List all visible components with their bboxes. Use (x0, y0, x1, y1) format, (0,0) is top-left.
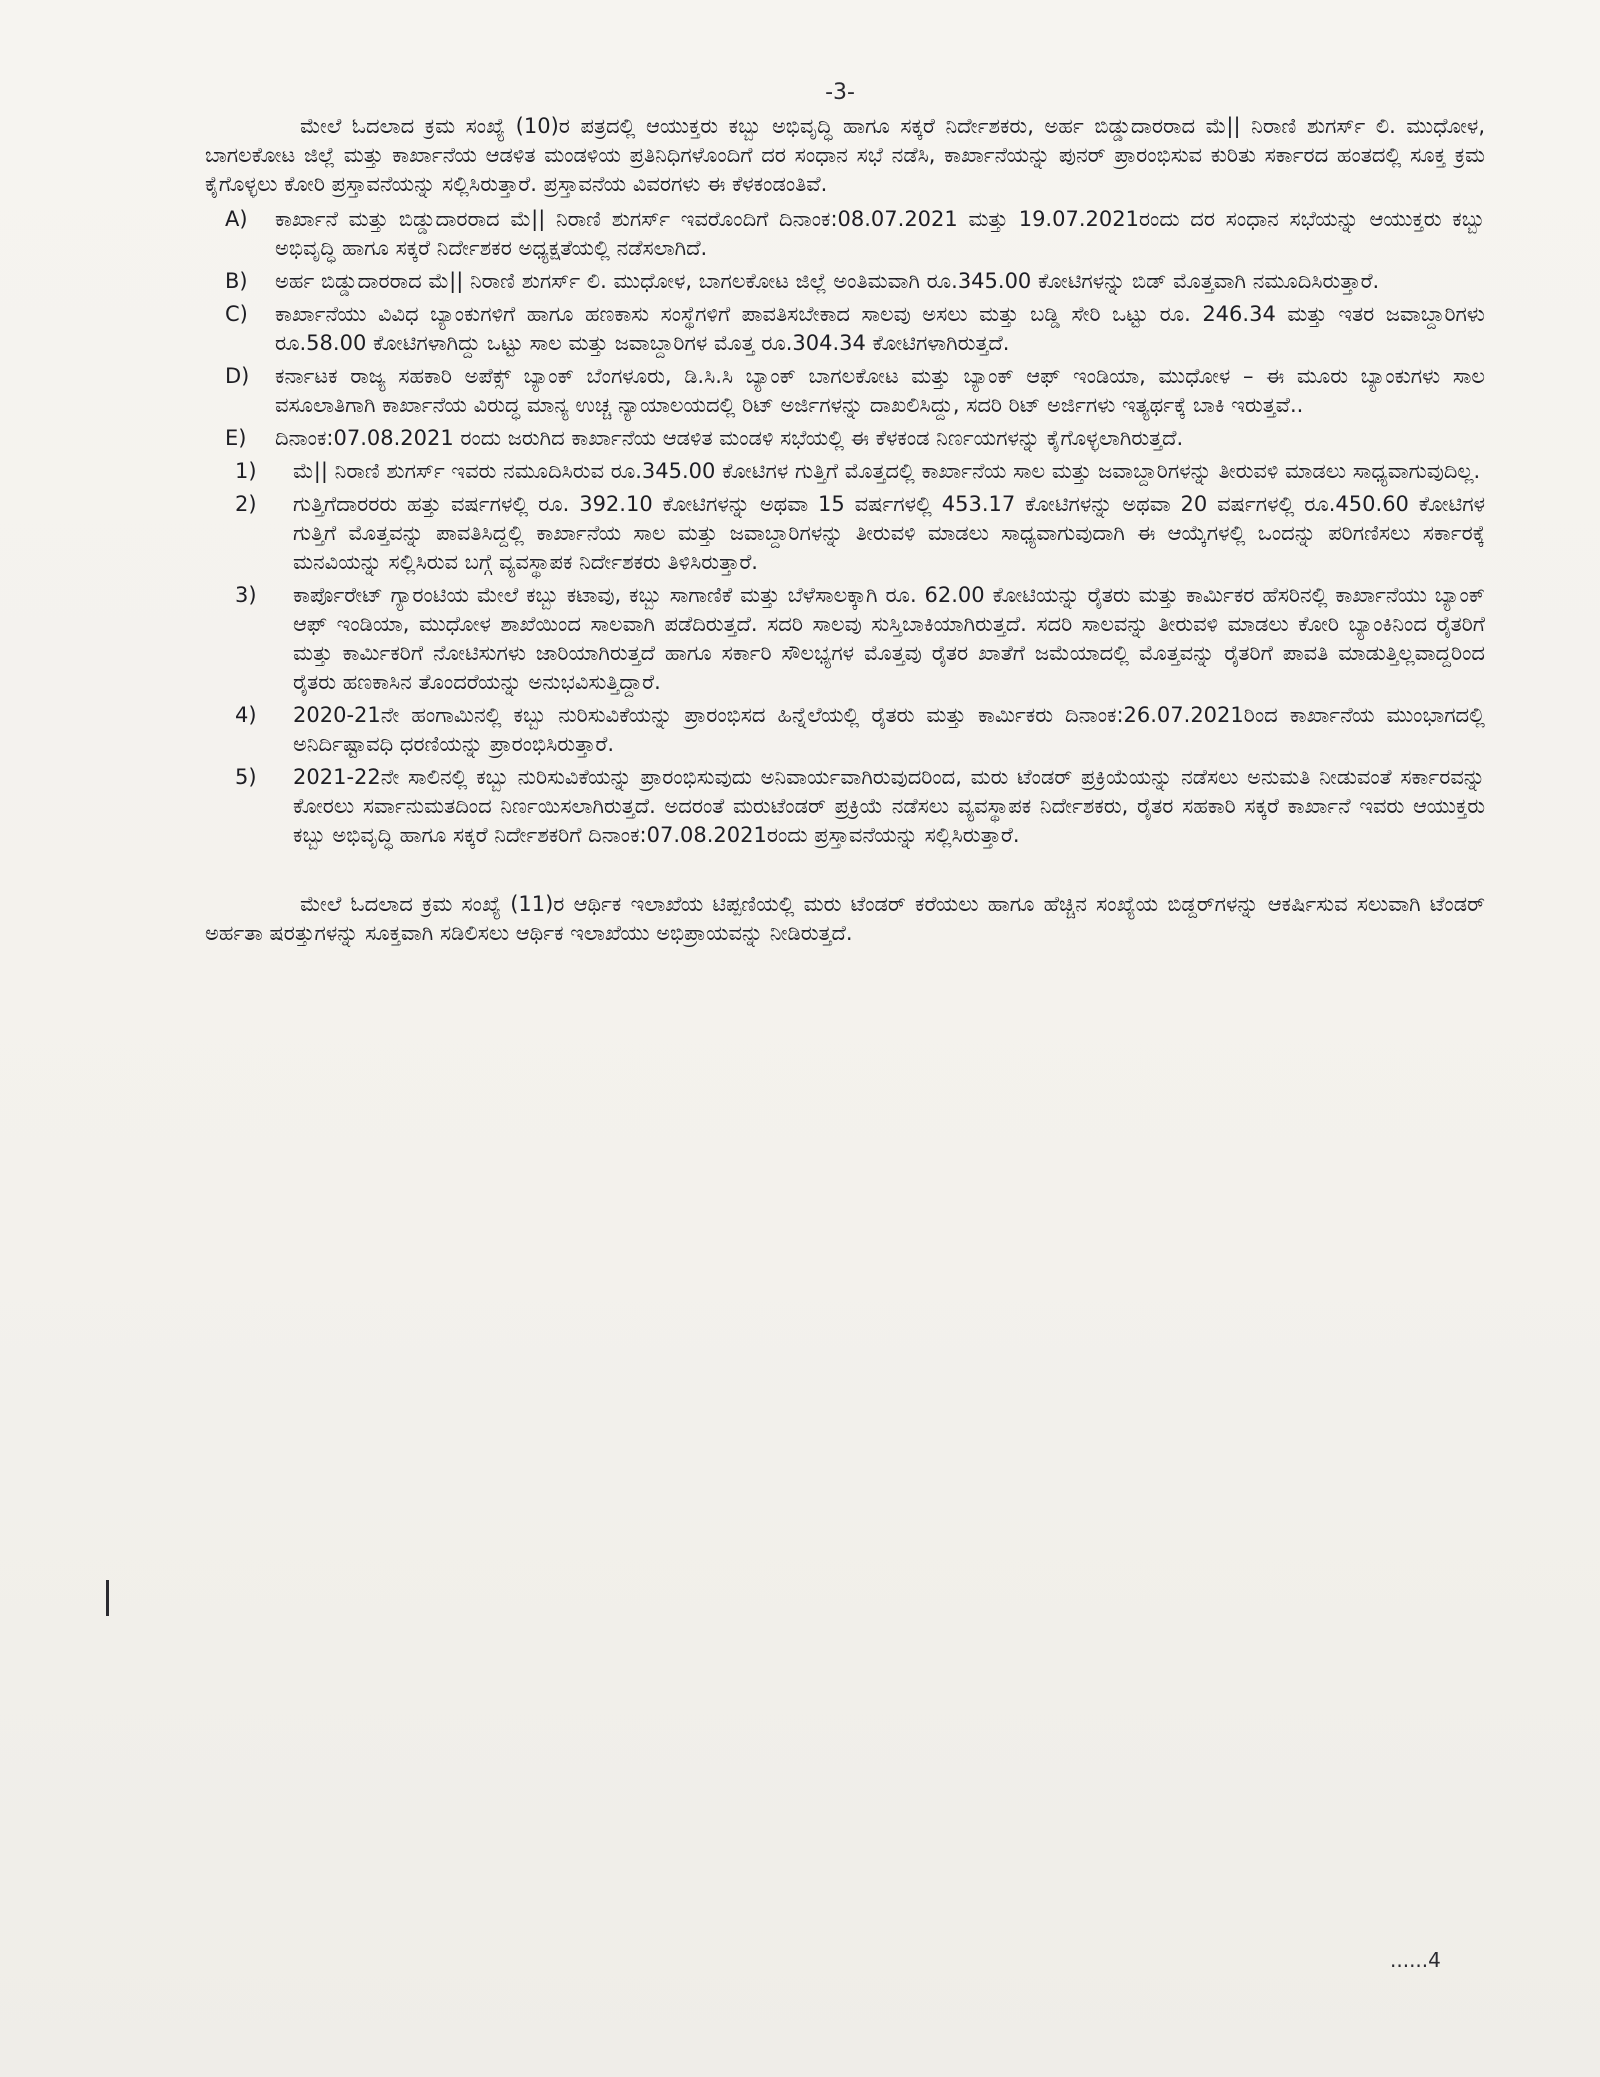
list-item (205, 205, 1485, 263)
list-item-text: ಕಾರ್ಪೊರೇಟ್ ಗ್ಯಾರಂಟಿಯ ಮೇಲೆ ಕಬ್ಬು ಕಟಾವು, ಕಬ್ಬು ಸಾಗಾಣಿಕೆ ಮತ್ತು ಬೆಳೆಸಾಲಕ್ಕಾಗಿ ರೂ. 62.00 ಕೋಟಿಯನ್ನು ರೈತರು ಮತ್ತು ಕಾರ್ಮಿಕರ ಹೆಸರಿನಲ್ಲಿ ಕಾರ್ಖಾನೆಯು ಬ್ಯಾಂಕ್ ಆಫ್ ಇಂಡಿಯಾ, ಮುಧೋಳ ಶಾಖೆಯಿಂದ ಸಾಲವಾಗಿ ಪಡೆದಿರುತ್ತದೆ. ಸದರಿ ಸಾಲವು ಸುಸ್ತಿಬಾಕಿಯಾಗಿರುತ್ತದೆ. ಸದರಿ ಸಾಲವನ್ನು ತೀರುವಳಿ ಮಾಡಲು ಕೋರಿ ಬ್ಯಾಂಕಿನಿಂದ ರೈತರಿಗೆ ಮತ್ತು ಕಾರ್ಮಿಕರಿಗೆ ನೋಟಿಸುಗಳು ಜಾರಿಯಾಗಿರುತ್ತದೆ ಹಾಗೂ ಸರ್ಕಾರಿ ಸೌಲಭ್ಯಗಳ ಮೊತ್ತವು ರೈತರ ಖಾತೆಗೆ ಜಮೆಯಾದಲ್ಲಿ ಮೊತ್ತವನ್ನು ರೈತರಿಗೆ ಪಾವತಿ ಮಾಡುತ್ತಿಲ್ಲವಾದ್ದರಿಂದ ರೈತರು ಹಣಕಾಸಿನ ತೊಂದರೆಯನ್ನು ಅನುಭವಿಸುತ್ತಿದ್ದಾರೆ. (293, 583, 1485, 694)
list-item (205, 300, 1485, 358)
closing-paragraph: ಮೇಲೆ ಓದಲಾದ ಕ್ರಮ ಸಂಖ್ಯೆ (11)ರ ಆರ್ಥಿಕ ಇಲಾಖೆಯ ಟಿಪ್ಪಣಿಯಲ್ಲಿ ಮರು ಟೆಂಡರ್ ಕರೆಯಲು ಹಾಗೂ ಹೆಚ್ಚಿನ ಸಂಖ್ಯೆಯ ಬಿಡ್ದರ್‌ಗಳನ್ನು ಆಕರ್ಷಿಸುವ ಸಲುವಾಗಿ ಟೆಂಡರ್ ಅರ್ಹತಾ ಷರತ್ತುಗಳನ್ನು ಸೂಕ್ತವಾಗಿ ಸಡಿಲಿಸಲು ಆರ್ಥಿಕ ಇಲಾಖೆಯು ಅಭಿಪ್ರಾಯವನ್ನು ನೀಡಿರುತ್ತದೆ. (205, 892, 1485, 945)
list-item-text: ಕಾರ್ಖಾನೆ ಮತ್ತು ಬಿಡ್ಡುದಾರರಾದ ಮೆ|| ನಿರಾಣಿ ಶುಗರ್ಸ್ ಇವರೊಂದಿಗೆ ದಿನಾಂಕ:08.07.2021 ಮತ್ತು 19.07.2021ರಂದು ದರ ಸಂಧಾನ ಸಭೆಯನ್ನು ಆಯುಕ್ತರು ಕಬ್ಬು ಅಭಿವೃದ್ಧಿ ಹಾಗೂ ಸಕ್ಕರೆ ನಿರ್ದೇಶಕರ ಅಧ್ಯಕ್ಷತೆಯಲ್ಲಿ ನಡೆಸಲಾಗಿದೆ. (275, 207, 1485, 260)
page-number: -3- (825, 80, 855, 105)
list-item-text: ಮೆ|| ನಿರಾಣಿ ಶುಗರ್ಸ್ ಇವರು ನಮೂದಿಸಿರುವ ರೂ.345.00 ಕೋಟಿಗಳ ಗುತ್ತಿಗೆ ಮೊತ್ತದಲ್ಲಿ ಕಾರ್ಖಾನೆಯ ಸಾಲ ಮತ್ತು ಜವಾಬ್ದಾರಿಗಳನ್ನು ತೀರುವಳಿ ಮಾಡಲು ಸಾಧ್ಯವಾಗುವುದಿಲ್ಲ. (293, 459, 1481, 483)
list-item (205, 362, 1485, 420)
list-item (235, 701, 1485, 759)
list-marker: 4) (235, 703, 257, 727)
margin-mark (106, 1580, 109, 1616)
list-marker: E) (225, 426, 247, 450)
list-marker: D) (225, 364, 250, 388)
list-item (235, 490, 1485, 577)
list-item (235, 763, 1485, 850)
list-marker: A) (225, 207, 248, 231)
lettered-list (205, 205, 1485, 453)
list-marker: B) (225, 269, 248, 293)
list-item-text: ದಿನಾಂಕ:07.08.2021 ರಂದು ಜರುಗಿದ ಕಾರ್ಖಾನೆಯ ಆಡಳಿತ ಮಂಡಳಿ ಸಭೆಯಲ್ಲಿ ಈ ಕೆಳಕಂಡ ನಿರ್ಣಯಗಳನ್ನು ಕೈಗೊಳ್ಳಲಾಗಿರುತ್ತದೆ. (275, 426, 1184, 450)
list-marker: 5) (235, 765, 257, 789)
list-item-text: ಕರ್ನಾಟಕ ರಾಜ್ಯ ಸಹಕಾರಿ ಅಪೆಕ್ಸ್ ಬ್ಯಾಂಕ್ ಬೆಂಗಳೂರು, ಡಿ.ಸಿ.ಸಿ ಬ್ಯಾಂಕ್ ಬಾಗಲಕೋಟ ಮತ್ತು ಬ್ಯಾಂಕ್ ಆಫ್ ಇಂಡಿಯಾ, ಮುಧೋಳ – ಈ ಮೂರು ಬ್ಯಾಂಕುಗಳು ಸಾಲ ವಸೂಲಾತಿಗಾಗಿ ಕಾರ್ಖಾನೆಯ ವಿರುದ್ಧ ಮಾನ್ಯ ಉಚ್ಚ ನ್ಯಾಯಾಲಯದಲ್ಲಿ ರಿಟ್ ಅರ್ಜಿಗಳನ್ನು ದಾಖಲಿಸಿದ್ದು, ಸದರಿ ರಿಟ್ ಅರ್ಜಿಗಳು ಇತ್ಯರ್ಥಕ್ಕೆ ಬಾಕಿ ಇರುತ್ತವೆ.. (275, 364, 1485, 417)
list-item (235, 457, 1485, 486)
list-marker: 3) (235, 583, 257, 607)
document-body (205, 112, 1485, 948)
list-item-text: 2020-21ನೇ ಹಂಗಾಮಿನಲ್ಲಿ ಕಬ್ಬು ನುರಿಸುವಿಕೆಯನ್ನು ಪ್ರಾರಂಭಿಸದ ಹಿನ್ನೆಲೆಯಲ್ಲಿ ರೈತರು ಮತ್ತು ಕಾರ್ಮಿಕರು ದಿನಾಂಕ:26.07.2021ರಿಂದ ಕಾರ್ಖಾನೆಯ ಮುಂಭಾಗದಲ್ಲಿ ಅನಿರ್ದಿಷ್ಟಾವಧಿ ಧರಣಿಯನ್ನು ಪ್ರಾರಂಭಿಸಿರುತ್ತಾರೆ. (293, 703, 1485, 756)
list-item (205, 424, 1485, 453)
list-marker: 1) (235, 459, 257, 483)
intro-paragraph: ಮೇಲೆ ಓದಲಾದ ಕ್ರಮ ಸಂಖ್ಯೆ (10)ರ ಪತ್ರದಲ್ಲಿ ಆಯುಕ್ತರು ಕಬ್ಬು ಅಭಿವೃದ್ಧಿ ಹಾಗೂ ಸಕ್ಕರೆ ನಿರ್ದೇಶಕರು, ಅರ್ಹ ಬಿಡ್ಡುದಾರರಾದ ಮೆ|| ನಿರಾಣಿ ಶುಗರ್ಸ್ ಲಿ. ಮುಧೋಳ, ಬಾಗಲಕೋಟ ಜಿಲ್ಲೆ ಮತ್ತು ಕಾರ್ಖಾನೆಯ ಆಡಳಿತ ಮಂಡಳಿಯ ಪ್ರತಿನಿಧಿಗಳೊಂದಿಗೆ ದರ ಸಂಧಾನ ಸಭೆ ನಡೆಸಿ, ಕಾರ್ಖಾನೆಯನ್ನು ಪುನರ್ ಪ್ರಾರಂಭಿಸುವ ಕುರಿತು ಸರ್ಕಾರದ ಹಂತದಲ್ಲಿ ಸೂಕ್ತ ಕ್ರಮ ಕೈಗೊಳ್ಳಲು ಕೋರಿ ಪ್ರಸ್ತಾವನೆಯನ್ನು ಸಲ್ಲಿಸಿರುತ್ತಾರೆ. ಪ್ರಸ್ತಾವನೆಯ ವಿವರಗಳು ಈ ಕೆಳಕಂಡಂತಿವೆ. (205, 114, 1485, 196)
continuation-marker: ......4 (1390, 1948, 1441, 1972)
list-item-text: ಗುತ್ತಿಗೆದಾರರರು ಹತ್ತು ವರ್ಷಗಳಲ್ಲಿ ರೂ. 392.10 ಕೋಟಿಗಳನ್ನು ಅಥವಾ 15 ವರ್ಷಗಳಲ್ಲಿ 453.17 ಕೋಟಿಗಳನ್ನು ಅಥವಾ 20 ವರ್ಷಗಳಲ್ಲಿ ರೂ.450.60 ಕೋಟಿಗಳ ಗುತ್ತಿಗೆ ಮೊತ್ತವನ್ನು ಪಾವತಿಸಿದ್ದಲ್ಲಿ ಕಾರ್ಖಾನೆಯ ಸಾಲ ಮತ್ತು ಜವಾಬ್ದಾರಿಗಳನ್ನು ತೀರುವಳಿ ಮಾಡಲು ಸಾಧ್ಯವಾಗುವುದಾಗಿ ಈ ಆಯ್ಕೆಗಳಲ್ಲಿ ಒಂದನ್ನು ಪರಿಗಣಿಸಲು ಸರ್ಕಾರಕ್ಕೆ ಮನವಿಯನ್ನು ಸಲ್ಲಿಸಿರುವ ಬಗ್ಗೆ ವ್ಯವಸ್ಥಾಪಕ ನಿರ್ದೇಶಕರು ತಿಳಿಸಿರುತ್ತಾರೆ. (293, 492, 1485, 574)
numbered-list (235, 457, 1485, 850)
list-item (205, 267, 1485, 296)
list-marker: C) (225, 302, 248, 326)
list-item-text: ಅರ್ಹ ಬಿಡ್ಡುದಾರರಾದ ಮೆ|| ನಿರಾಣಿ ಶುಗರ್ಸ್ ಲಿ. ಮುಧೋಳ, ಬಾಗಲಕೋಟ ಜಿಲ್ಲೆ ಅಂತಿಮವಾಗಿ ರೂ.345.00 ಕೋಟಿಗಳನ್ನು ಬಿಡ್ ಮೊತ್ತವಾಗಿ ನಮೂದಿಸಿರುತ್ತಾರೆ. (275, 269, 1380, 293)
list-marker: 2) (235, 492, 257, 516)
list-item-text: 2021-22ನೇ ಸಾಲಿನಲ್ಲಿ ಕಬ್ಬು ನುರಿಸುವಿಕೆಯನ್ನು ಪ್ರಾರಂಭಿಸುವುದು ಅನಿವಾರ್ಯವಾಗಿರುವುದರಿಂದ, ಮರು ಟೆಂಡರ್ ಪ್ರಕ್ರಿಯೆಯನ್ನು ನಡೆಸಲು ಅನುಮತಿ ನೀಡುವಂತೆ ಸರ್ಕಾರವನ್ನು ಕೋರಲು ಸರ್ವಾನುಮತದಿಂದ ನಿರ್ಣಯಿಸಲಾಗಿರುತ್ತದೆ. ಅದರಂತೆ ಮರುಟೆಂಡರ್ ಪ್ರಕ್ರಿಯೆ ನಡೆಸಲು ವ್ಯವಸ್ಥಾಪಕ ನಿರ್ದೇಶಕರು, ರೈತರ ಸಹಕಾರಿ ಸಕ್ಕರೆ ಕಾರ್ಖಾನೆ ಇವರು ಆಯುಕ್ತರು ಕಬ್ಬು ಅಭಿವೃದ್ಧಿ ಹಾಗೂ ಸಕ್ಕರೆ ನಿರ್ದೇಶಕರಿಗೆ ದಿನಾಂಕ:07.08.2021ರಂದು ಪ್ರಸ್ತಾವನೆಯನ್ನು ಸಲ್ಲಿಸಿರುತ್ತಾರೆ. (293, 765, 1485, 847)
list-item (235, 581, 1485, 697)
list-item-text: ಕಾರ್ಖಾನೆಯು ವಿವಿಧ ಬ್ಯಾಂಕುಗಳಿಗೆ ಹಾಗೂ ಹಣಕಾಸು ಸಂಸ್ಥೆಗಳಿಗೆ ಪಾವತಿಸಬೇಕಾದ ಸಾಲವು ಅಸಲು ಮತ್ತು ಬಡ್ಡಿ ಸೇರಿ ಒಟ್ಟು ರೂ. 246.34 ಮತ್ತು ಇತರ ಜವಾಬ್ದಾರಿಗಳು ರೂ.58.00 ಕೋಟಿಗಳಾಗಿದ್ದು ಒಟ್ಟು ಸಾಲ ಮತ್ತು ಜವಾಬ್ದಾರಿಗಳ ಮೊತ್ತ ರೂ.304.34 ಕೋಟಿಗಳಾಗಿರುತ್ತದೆ. (275, 302, 1485, 355)
